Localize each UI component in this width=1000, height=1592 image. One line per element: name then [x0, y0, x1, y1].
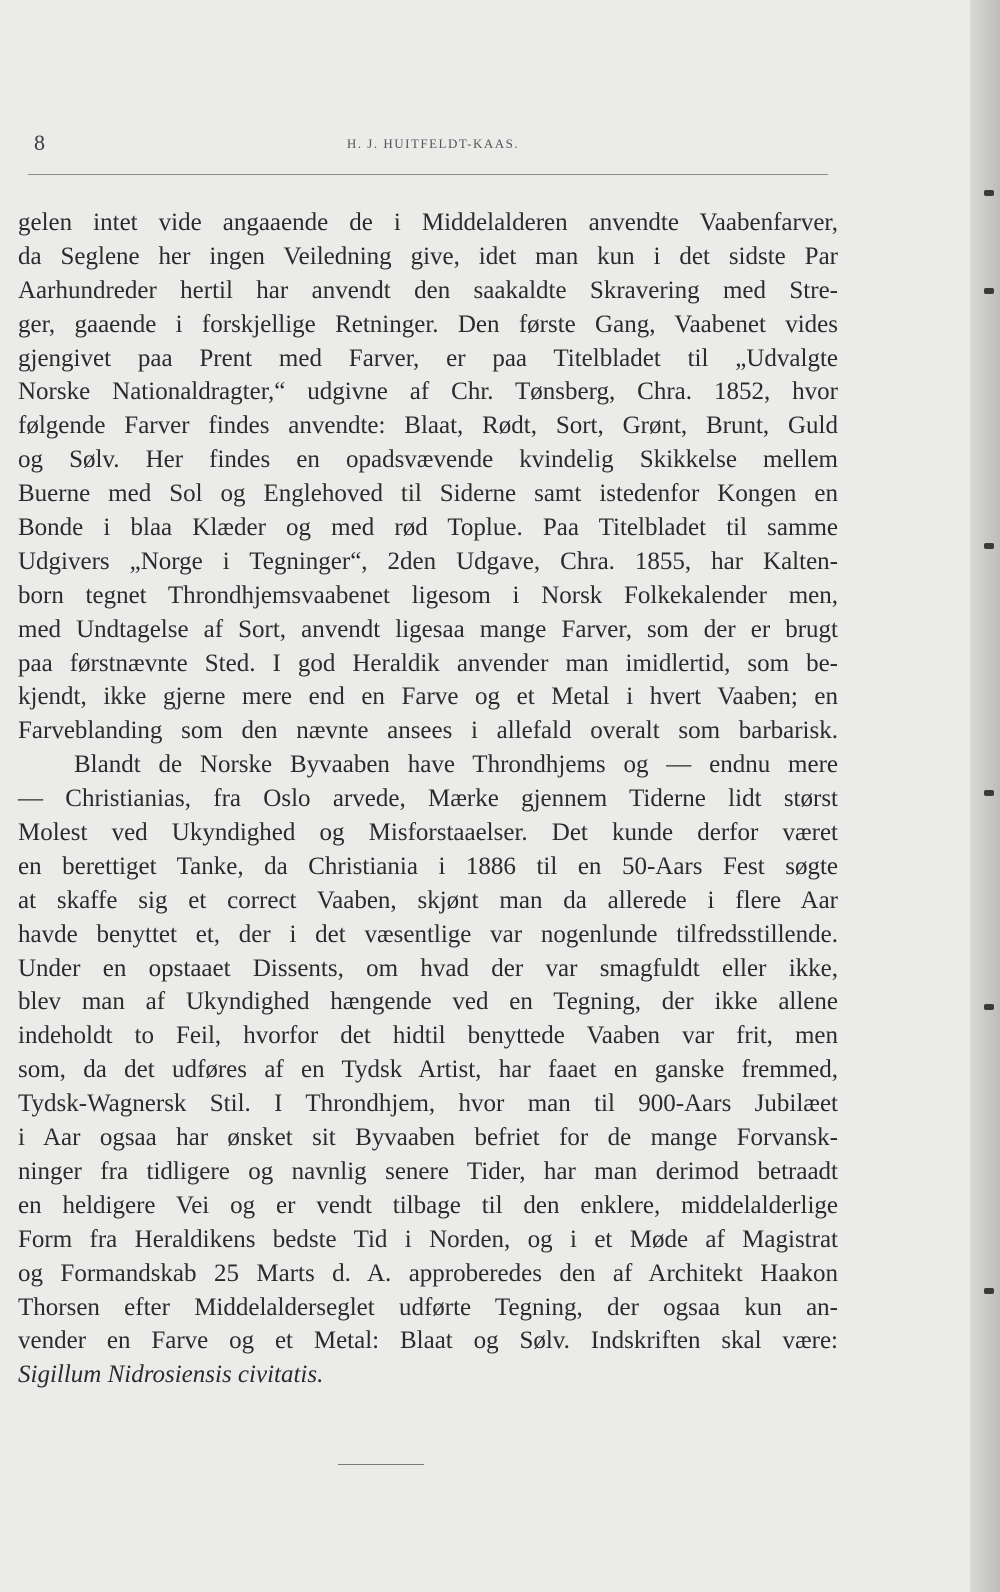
text-line: Tydsk-Wagnersk Stil. I Throndhjem, hvor man til 900-Aars Jubilæet — [18, 1090, 838, 1118]
end-rule — [338, 1464, 424, 1465]
page-number: 8 — [34, 130, 45, 155]
text-line: en heldigere Vei og er vendt tilbage til den enklere, middelalderlige — [18, 1191, 838, 1219]
text-line: da Seglene her ingen Veiledning give, idet man kun i det sidste Par — [18, 242, 838, 270]
edge-mark — [984, 543, 994, 549]
body-text — [18, 206, 838, 1392]
text-line: som, da det udføres af en Tydsk Artist, har faaet en ganske fremmed, — [18, 1056, 838, 1084]
edge-mark — [984, 1004, 994, 1010]
text-line: Udgivers „Norge i Tegninger“, 2den Udgave, Chra. 1855, har Kalten- — [18, 547, 838, 575]
text-line: paa førstnævnte Sted. I god Heraldik anvender man imidlertid, som be- — [18, 649, 838, 677]
text-line: Form fra Heraldikens bedste Tid i Norden, og i et Møde af Magistrat — [18, 1225, 838, 1253]
text-line: ger, gaaende i forskjellige Retninger. Den første Gang, Vaabenet vides — [18, 310, 838, 338]
text-line: i Aar ogsaa har ønsket sit Byvaaben befriet for de mange Forvansk- — [18, 1124, 838, 1152]
text-line: en berettiget Tanke, da Christiania i 1886 til en 50-Aars Fest søgte — [18, 852, 838, 880]
text-line: at skaffe sig et correct Vaaben, skjønt man da allerede i flere Aar — [18, 886, 838, 914]
page-header — [28, 130, 838, 156]
text-line: born tegnet Throndhjemsvaabenet ligesom i Norsk Folkekalender men, — [18, 581, 838, 609]
text-line: Aarhundreder hertil har anvendt den saakaldte Skravering med Stre- — [18, 276, 838, 304]
text-line: Thorsen efter Middelalderseglet udførte Tegning, der ogsaa kun an- — [18, 1293, 838, 1321]
paragraph-1 — [18, 206, 838, 748]
text-line: havde benyttet et, der i det væsentlige var nogenlunde tilfredsstillende. — [18, 920, 838, 948]
text-line: Sigillum Nidrosiensis civitatis. — [18, 1361, 324, 1389]
text-line: Farveblanding som den nævnte ansees i allefald overalt som barbarisk. — [18, 717, 838, 745]
edge-mark — [984, 790, 994, 796]
text-line: og Formandskab 25 Marts d. A. approberedes den af Architekt Haakon — [18, 1259, 838, 1287]
edge-mark — [984, 288, 994, 294]
text-line: følgende Farver findes anvendte: Blaat, Rødt, Sort, Grønt, Brunt, Guld — [18, 412, 838, 440]
text-line: gelen intet vide angaaende de i Middelalderen anvendte Vaabenfarver, — [18, 209, 838, 236]
text-line: Norske Nationaldragter,“ udgivne af Chr. Tønsberg, Chra. 1852, hvor — [18, 378, 838, 406]
text-line: med Undtagelse af Sort, anvendt ligesaa mange Farver, som der er brugt — [18, 615, 838, 643]
text-line: blev man af Ukyndighed hængende ved en Tegning, der ikke allene — [18, 988, 838, 1016]
paragraph-2 — [18, 748, 838, 1392]
edge-mark — [984, 1288, 994, 1294]
text-line: gjengivet paa Prent med Farver, er paa Titelbladet til „Udvalgte — [18, 344, 838, 372]
text-line: Bonde i blaa Klæder og med rød Toplue. Paa Titelbladet til samme — [18, 514, 838, 542]
text-line: vender en Farve og et Metal: Blaat og Sølv. Indskriften skal være: — [18, 1327, 838, 1355]
text-line: og Sølv. Her findes en opadsvævende kvindelig Skikkelse mellem — [18, 446, 838, 474]
text-line: Under en opstaaet Dissents, om hvad der var smagfuldt eller ikke, — [18, 954, 838, 982]
running-head: H. J. HUITFELDT-KAAS. — [346, 136, 520, 151]
text-line: Buerne med Sol og Englehoved til Siderne samt istedenfor Kongen en — [18, 480, 838, 508]
text-line: — Christianias, fra Oslo arvede, Mærke gjennem Tiderne lidt størst — [18, 785, 838, 813]
edge-mark — [984, 190, 994, 196]
page-gutter-shadow — [970, 0, 1000, 1592]
text-line: indeholdt to Feil, hvorfor det hidtil benyttede Vaaben var frit, men — [18, 1022, 838, 1050]
text-line: Blandt de Norske Byvaaben have Throndhjems og — endnu mere — [74, 751, 838, 779]
text-line: Molest ved Ukyndighed og Misforstaaelser. Det kunde derfor været — [18, 819, 838, 847]
header-rule — [28, 174, 828, 175]
text-line: ninger fra tidligere og navnlig senere Tider, har man derimod betraadt — [18, 1157, 838, 1185]
text-line: kjendt, ikke gjerne mere end en Farve og et Metal i hvert Vaaben; en — [18, 683, 838, 711]
